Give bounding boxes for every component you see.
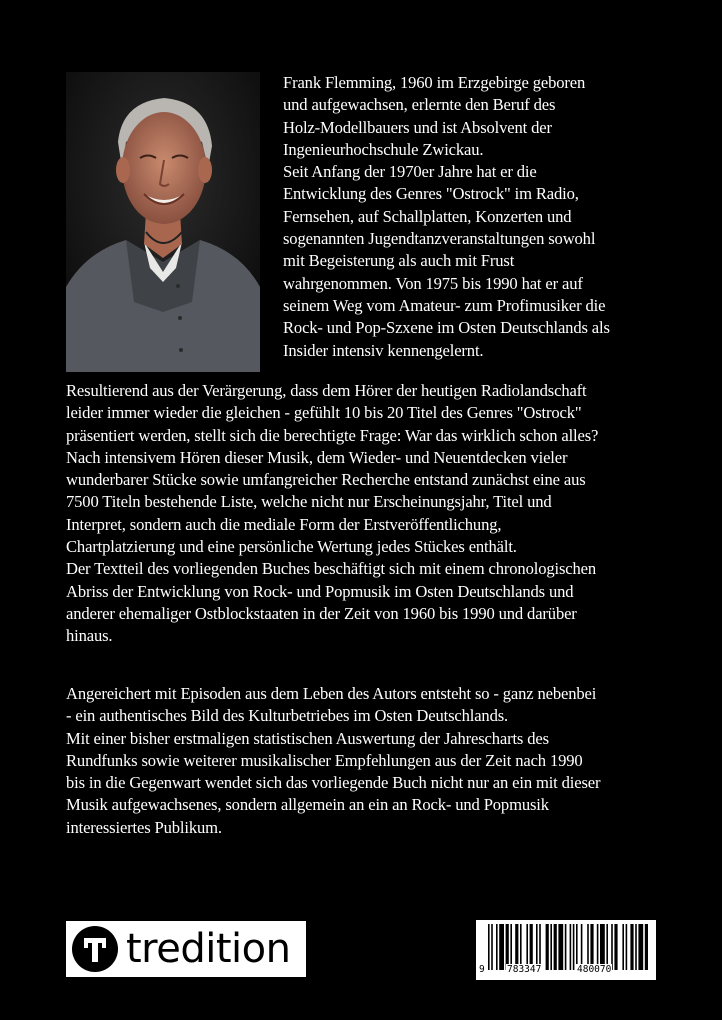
barcode-digits-right: 480070: [577, 964, 612, 975]
blurb-line: Interpret, sondern auch die mediale Form der Erstveröffentlichung,: [66, 514, 502, 534]
blurb-paragraph-1: [66, 380, 706, 648]
publisher-logo: [66, 921, 306, 977]
bio-line: Ingenieurhochschule Zwickau.: [283, 139, 484, 159]
barcode-digit-first: 9: [479, 964, 485, 975]
author-bio: [283, 72, 713, 362]
bio-line: und aufgewachsen, erlernte den Beruf des: [283, 95, 556, 115]
blurb-line: Musik aufgewachsenes, sondern allgemein an ein an Rock- und Popmusik: [66, 795, 549, 815]
barcode-digits-left: 783347: [507, 964, 542, 975]
bio-line: sogenannten Jugendtanzveranstaltungen sowohl: [283, 229, 596, 249]
blurb-line: leider immer wieder die gleichen - gefühlt 10 bis 20 Titel des Genres "Ostrock": [66, 403, 582, 423]
bio-line: mit Begeisterung als auch mit Frust: [283, 251, 515, 271]
blurb-line: Angereichert mit Episoden aus dem Leben des Autors entsteht so - ganz nebenbei: [66, 684, 597, 703]
blurb-paragraph-2: [66, 683, 706, 839]
bio-line: wahrgenommen. Von 1975 bis 1990 hat er auf: [283, 273, 583, 293]
blurb-line: interessiertes Publikum.: [66, 817, 222, 837]
blurb-line: Resultierend aus der Verärgerung, dass dem Hörer der heutigen Radiolandschaft: [66, 381, 587, 400]
isbn-barcode: [476, 920, 656, 980]
blurb-line: 7500 Titeln bestehende Liste, welche nicht nur Erscheinungsjahr, Titel und: [66, 492, 552, 512]
author-photo: [66, 72, 260, 372]
blurb-line: - ein authentisches Bild des Kulturbetriebes im Osten Deutschlands.: [66, 706, 509, 726]
blurb-line: Abriss der Entwicklung von Rock- und Popmusik im Osten Deutschlands und: [66, 581, 574, 601]
blurb-line: wunderbarer Stücke sowie umfangreicher Recherche entstand zunächst eine aus: [66, 470, 586, 490]
bio-line: Rock- und Pop-Szxene im Osten Deutschlands als: [283, 318, 610, 338]
blurb-line: Rundfunks sowie weiterer musikalischer Empfehlungen aus der Zeit nach 1990: [66, 750, 583, 770]
blurb-line: Chartplatzierung und eine persönliche Wertung jedes Stückes enthält.: [66, 537, 517, 557]
bio-line: Seit Anfang der 1970er Jahre hat er die: [283, 162, 537, 182]
bio-line: Insider intensiv kennengelernt.: [283, 340, 484, 360]
bio-line: Frank Flemming, 1960 im Erzgebirge geboren: [283, 73, 586, 92]
blurb-line: anderer ehemaliger Ostblockstaaten in der Zeit von 1960 bis 1990 und darüber: [66, 603, 577, 623]
blurb-line: Mit einer bisher erstmaligen statistischen Auswertung der Jahrescharts des: [66, 728, 549, 748]
blurb-line: präsentiert werden, stellt sich die berechtigte Frage: War das wirklich schon alles?: [66, 425, 599, 445]
bio-line: seinem Weg vom Amateur- zum Profimusiker die: [283, 295, 606, 315]
blurb-line: hinaus.: [66, 626, 113, 646]
tredition-logo-icon: [72, 926, 118, 972]
bio-line: Holz-Modellbauers und ist Absolvent der: [283, 117, 552, 137]
publisher-name: tredition: [126, 926, 291, 972]
blurb-line: Der Textteil des vorliegenden Buches beschäftigt sich mit einem chronologischen: [66, 559, 596, 579]
blurb-line: Nach intensivem Hören dieser Musik, dem Wieder- und Neuentdecken vieler: [66, 447, 568, 467]
blurb-line: bis in die Gegenwart wendet sich das vorliegende Buch nicht nur an ein mit dieser: [66, 773, 601, 793]
bio-line: Entwicklung des Genres "Ostrock" im Radio,: [283, 184, 579, 204]
bio-line: Fernsehen, auf Schallplatten, Konzerten und: [283, 206, 572, 226]
author-portrait-image: [66, 72, 260, 372]
